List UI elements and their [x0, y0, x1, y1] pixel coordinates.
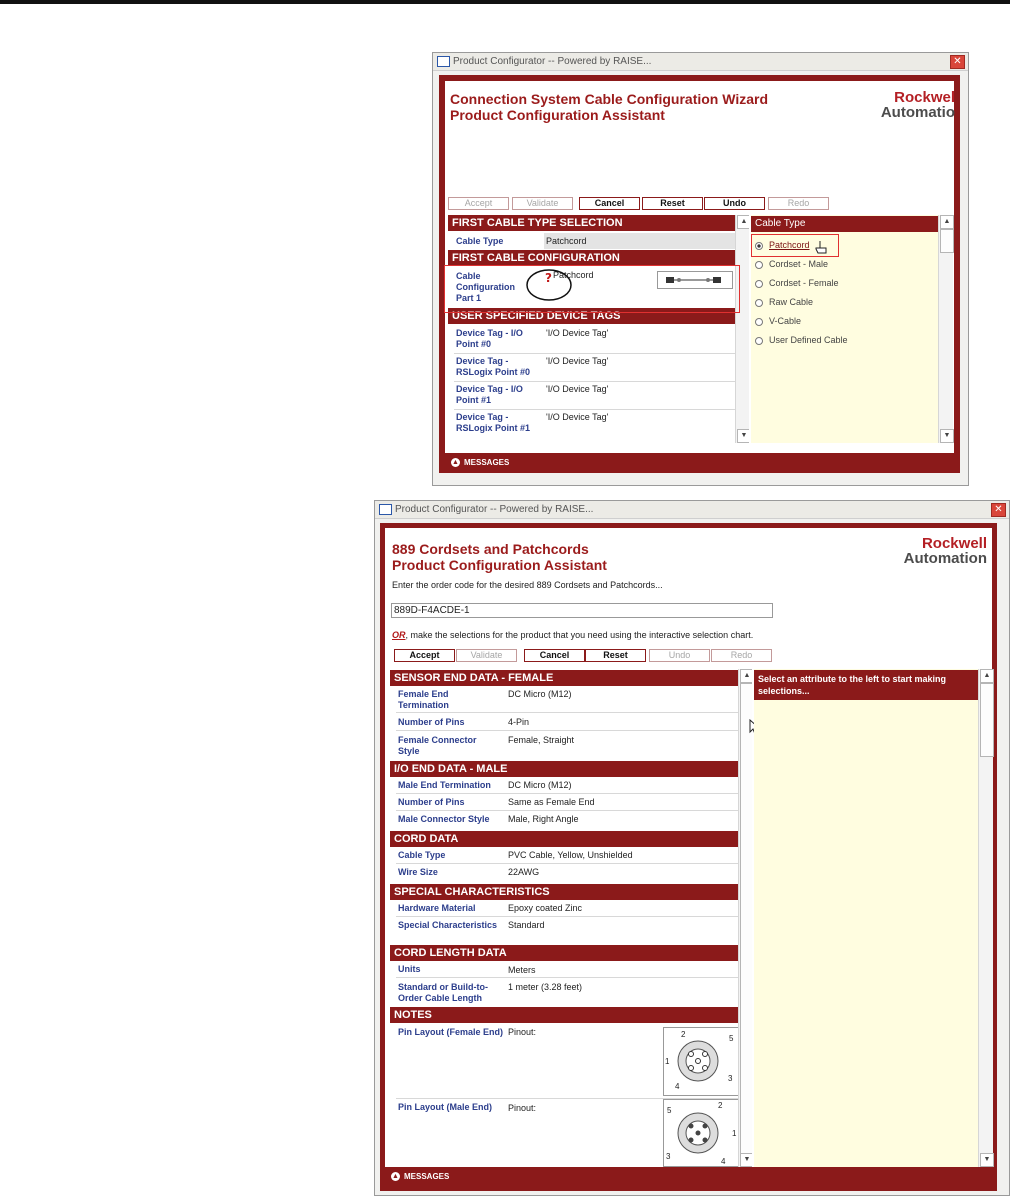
pin-diagram-male-icon	[663, 1099, 739, 1167]
messages-bar[interactable]	[385, 1169, 992, 1185]
row-label-number-of-pins[interactable]: Number of Pins	[398, 717, 465, 727]
section-special-characteristics: SPECIAL CHARACTERISTICS	[390, 884, 739, 900]
radio-label: User Defined Cable	[769, 335, 848, 345]
logo-line-1: Rockwell	[921, 535, 987, 552]
scroll-thumb[interactable]	[940, 229, 954, 253]
option-panel	[754, 669, 992, 1167]
row-value-cable-type: Patchcord	[546, 236, 587, 246]
row-label-cable-length[interactable]: Standard or Build-to-Order Cable Length	[398, 982, 488, 1003]
window-title: Product Configurator -- Powered by RAISE...	[453, 56, 652, 67]
option-panel-scrollbar[interactable]	[978, 669, 993, 1167]
radio-cordset-female[interactable]	[755, 278, 839, 288]
pin-diagram-female-icon	[663, 1027, 739, 1096]
cancel-button[interactable]: Cancel	[524, 649, 585, 662]
pin-label: 2	[718, 1101, 723, 1110]
assistant-title: Product Configuration Assistant	[392, 557, 607, 573]
product-configurator-window-2	[374, 500, 1010, 1196]
radio-indicator	[755, 337, 763, 345]
pin-label: 3	[728, 1074, 733, 1083]
section-cord-data: CORD DATA	[390, 831, 739, 847]
pin-label: 5	[667, 1106, 672, 1115]
section-sensor-end-female: SENSOR END DATA - FEMALE	[390, 670, 739, 686]
row-value-number-of-pins-male: Same as Female End	[508, 797, 595, 807]
radio-raw-cable[interactable]	[755, 297, 813, 307]
messages-icon: ▲	[452, 459, 459, 467]
undo-button[interactable]: Undo	[704, 197, 765, 210]
radio-indicator	[755, 280, 763, 288]
redo-button[interactable]: Redo	[768, 197, 829, 210]
row-label-pin-layout-female[interactable]: Pin Layout (Female End)	[398, 1027, 504, 1037]
pin-diagram-female-svg	[664, 1028, 738, 1095]
pin-label: 2	[681, 1030, 686, 1039]
radio-label: V-Cable	[769, 316, 802, 326]
row-label-hardware-material[interactable]: Hardware Material	[398, 903, 476, 913]
or-link[interactable]: OR	[392, 630, 406, 640]
row-value-cable-config: Patchcord	[553, 270, 594, 280]
logo-line-1: Rockwel	[894, 89, 955, 106]
product-title: 889 Cordsets and Patchcords	[392, 541, 589, 557]
option-panel-title: Select an attribute to the left to start making selections...	[754, 670, 978, 700]
pin-label: 4	[721, 1157, 726, 1166]
row-value-cable-length: 1 meter (3.28 feet)	[508, 982, 583, 992]
row-label-male-end-termination[interactable]: Male End Termination	[398, 780, 491, 790]
row-value-pin-layout-male: Pinout:	[508, 1103, 537, 1113]
logo-line-2: Automation	[903, 550, 987, 567]
row-value-cable-type: PVC Cable, Yellow, Unshielded	[508, 850, 633, 860]
row-label-cable-config[interactable]: Cable Configuration Part 1	[456, 271, 515, 303]
row-label-units[interactable]: Units	[398, 964, 421, 974]
window-frame	[380, 523, 997, 1191]
row-value-male-end-termination: DC Micro (M12)	[508, 780, 572, 790]
row-value-pin-layout-female: Pinout:	[508, 1027, 537, 1037]
row-divider	[396, 810, 739, 811]
scroll-down-arrow[interactable]: ▼	[740, 1153, 752, 1167]
reset-button[interactable]: Reset	[642, 197, 703, 210]
row-label-tag-io-0[interactable]: Device Tag - I/O Point #0	[456, 328, 523, 349]
window-content	[385, 528, 992, 1167]
row-value-number-of-pins: 4-Pin	[508, 717, 530, 727]
section-notes: NOTES	[390, 1007, 739, 1023]
radio-label: Raw Cable	[769, 297, 814, 307]
row-label-male-connector-style[interactable]: Male Connector Style	[398, 814, 490, 824]
scroll-up-arrow[interactable]: ▲	[940, 215, 954, 229]
attribute-pane	[390, 669, 752, 1167]
scroll-thumb[interactable]	[980, 683, 994, 757]
row-label-tag-rs-0[interactable]: Device Tag - RSLogix Point #0	[456, 356, 531, 377]
messages-bar[interactable]	[445, 455, 954, 471]
page-top-rule	[0, 0, 1010, 4]
window-titlebar[interactable]	[375, 501, 1009, 519]
window-content	[445, 81, 954, 453]
row-divider	[454, 409, 737, 410]
row-value-tag-rs-1: 'I/O Device Tag'	[546, 412, 609, 422]
attribute-pane-scrollbar[interactable]	[735, 215, 749, 443]
radio-indicator	[755, 318, 763, 326]
row-divider	[396, 977, 739, 978]
window-icon	[437, 56, 450, 67]
section-user-device-tags: USER SPECIFIED DEVICE TAGS	[448, 308, 737, 324]
row-label-tag-io-1[interactable]: Device Tag - I/O Point #1	[456, 384, 523, 405]
redo-button[interactable]: Redo	[711, 649, 772, 662]
order-code-input[interactable]: 889D-F4ACDE-1	[391, 603, 773, 618]
section-io-end-male: I/O END DATA - MALE	[390, 761, 739, 777]
radio-cordset-male[interactable]	[755, 259, 828, 269]
accept-button[interactable]: Accept	[394, 649, 455, 662]
radio-label: Cordset - Male	[769, 259, 829, 269]
close-icon[interactable]: ✕	[950, 55, 965, 69]
pin-label: 1	[732, 1129, 737, 1138]
row-value-special-characteristics: Standard	[508, 920, 545, 930]
radio-indicator	[755, 261, 763, 269]
row-label-number-of-pins-male[interactable]: Number of Pins	[398, 797, 465, 807]
wizard-title: Connection System Cable Configuration Wizard	[450, 91, 769, 107]
product-configurator-window-1	[432, 52, 969, 486]
window-icon	[379, 504, 392, 515]
reset-button[interactable]: Reset	[585, 649, 646, 662]
row-divider	[454, 381, 737, 382]
attribute-pane-scrollbar[interactable]	[738, 669, 752, 1167]
row-value-tag-rs-0: 'I/O Device Tag'	[546, 356, 609, 366]
pin-label: 4	[675, 1082, 680, 1091]
row-divider	[396, 793, 739, 794]
section-cord-length-data: CORD LENGTH DATA	[390, 945, 739, 961]
rockwell-logo	[881, 90, 955, 120]
row-value-tag-io-0: 'I/O Device Tag'	[546, 328, 609, 338]
option-panel-scrollbar[interactable]	[938, 215, 953, 443]
radio-label: Cordset - Female	[769, 278, 839, 288]
option-panel-title: Cable Type	[751, 216, 938, 232]
row-value-hardware-material: Epoxy coated Zinc	[508, 903, 583, 913]
window-titlebar[interactable]	[433, 53, 968, 71]
or-instruction	[392, 630, 753, 640]
scroll-down-arrow[interactable]: ▼	[980, 1153, 994, 1167]
radio-v-cable[interactable]	[755, 316, 801, 326]
scroll-up-arrow[interactable]: ▲	[740, 669, 752, 683]
scroll-up-arrow[interactable]: ▲	[737, 215, 749, 229]
assistant-title: Product Configuration Assistant	[450, 107, 665, 123]
section-first-cable-config: FIRST CABLE CONFIGURATION	[448, 250, 737, 266]
scroll-up-arrow[interactable]: ▲	[980, 669, 994, 683]
validate-button[interactable]: Validate	[512, 197, 573, 210]
window-frame	[439, 75, 960, 473]
row-divider	[396, 730, 739, 731]
option-panel	[751, 215, 952, 443]
radio-user-defined[interactable]	[755, 335, 848, 345]
row-value-tag-io-1: 'I/O Device Tag'	[546, 384, 609, 394]
rockwell-logo	[904, 536, 987, 566]
or-text: , make the selections for the product that you need using the interactive selection chart.	[405, 630, 754, 640]
undo-button[interactable]: Undo	[649, 649, 710, 662]
validate-button[interactable]: Validate	[456, 649, 517, 662]
pin-label: 1	[665, 1057, 670, 1066]
radio-label: Patchcord	[769, 240, 810, 250]
row-label-cable-type[interactable]: Cable Type	[456, 236, 504, 246]
row-divider	[396, 916, 739, 917]
row-value-female-end-termination: DC Micro (M12)	[508, 689, 572, 699]
row-value-units: Meters	[508, 965, 536, 975]
row-divider	[396, 712, 739, 713]
row-label-special-characteristics[interactable]: Special Characteristics	[398, 920, 498, 930]
pin-label: 5	[729, 1034, 734, 1043]
row-label-female-connector-style[interactable]: Female Connector Style	[398, 735, 477, 756]
row-value-male-connector-style: Male, Right Angle	[508, 814, 579, 824]
row-label-female-end-termination[interactable]: Female End Termination	[398, 689, 449, 710]
cancel-button[interactable]: Cancel	[579, 197, 640, 210]
svg-text:?: ?	[545, 271, 552, 285]
accept-button[interactable]: Accept	[448, 197, 509, 210]
config-highlight-box	[444, 265, 740, 313]
hand-cursor-icon	[815, 239, 829, 255]
pin-diagram-male-svg	[664, 1100, 738, 1166]
row-label-cable-type[interactable]: Cable Type	[398, 850, 446, 860]
intro-text: Enter the order code for the desired 889 Cordsets and Patchcords...	[392, 580, 663, 590]
close-icon[interactable]: ✕	[991, 503, 1006, 517]
messages-label: MESSAGES	[404, 1172, 450, 1181]
row-label-wire-size[interactable]: Wire Size	[398, 867, 438, 877]
row-value-female-connector-style: Female, Straight	[508, 735, 575, 745]
messages-label: MESSAGES	[464, 458, 510, 467]
logo-line-2: Automatio	[880, 104, 955, 121]
window-title: Product Configurator -- Powered by RAISE...	[395, 504, 594, 515]
scroll-down-arrow[interactable]: ▼	[737, 429, 749, 443]
help-circle-callout	[525, 268, 573, 302]
row-divider	[396, 863, 739, 864]
radio-indicator	[755, 299, 763, 307]
pin-label: 3	[666, 1152, 671, 1161]
messages-icon: ▲	[392, 1173, 399, 1181]
attribute-pane	[448, 215, 749, 443]
row-label-tag-rs-1[interactable]: Device Tag - RSLogix Point #1	[456, 412, 531, 433]
row-label-pin-layout-male[interactable]: Pin Layout (Male End)	[398, 1102, 493, 1112]
row-value-wire-size: 22AWG	[508, 867, 540, 877]
scroll-down-arrow[interactable]: ▼	[940, 429, 954, 443]
scroll-thumb[interactable]	[740, 683, 752, 1155]
section-first-cable-type: FIRST CABLE TYPE SELECTION	[448, 215, 737, 231]
row-divider	[454, 353, 737, 354]
